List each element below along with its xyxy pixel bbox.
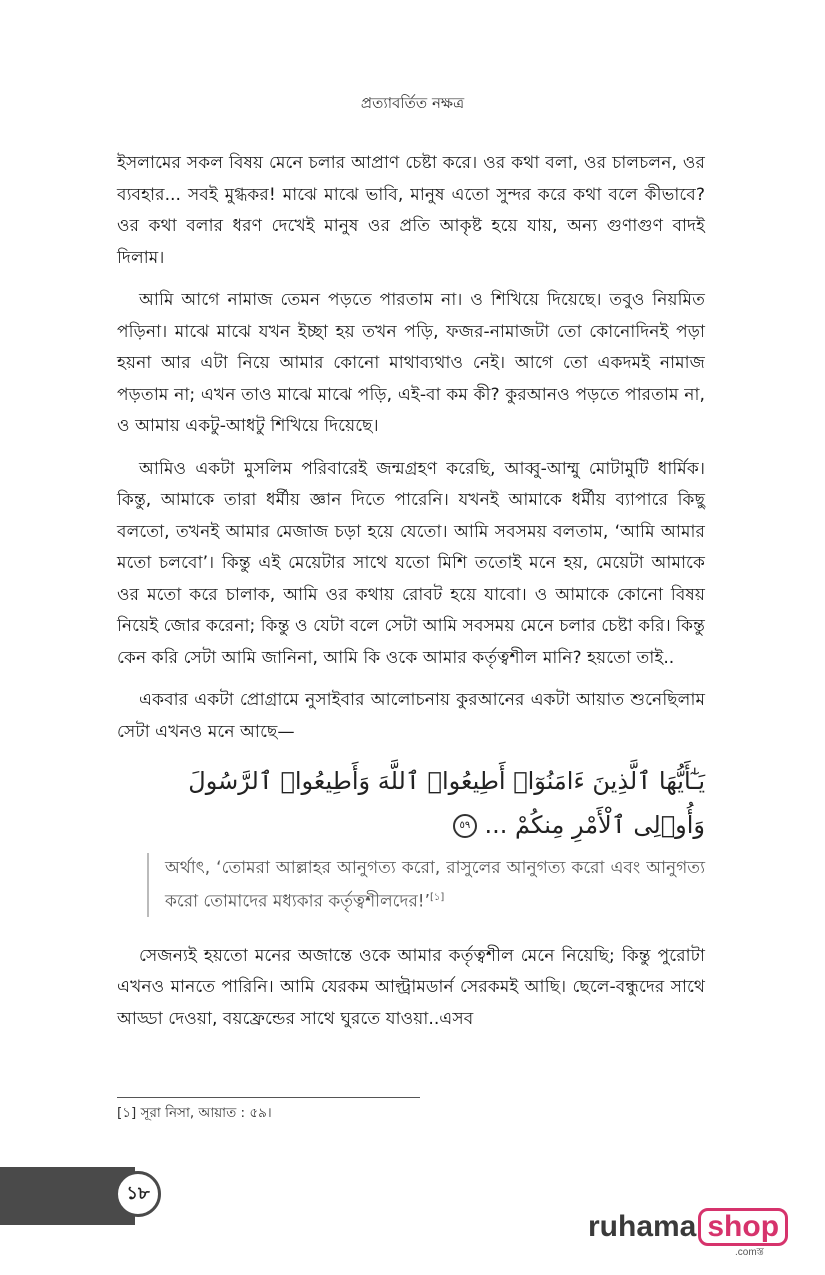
- paragraph-2: আমি আগে নামাজ তেমন পড়তে পারতাম না। ও শিখিয়ে দিয়েছে। তবুও নিয়মিত পড়িনা। মাঝে মাঝে যখন ইচ্ছা হয় তখন পড়ি, ফজর-নামাজটা তো কোনোদিনই পড়া হয়না আর এটা নিয়ে আমার কোনো মাথাব্যথাও নেই। আগে তো একদমই নামাজ পড়তাম না; এখন তাও মাঝে মাঝে পড়ি, এই-বা কম কী? কুরআনও পড়তে পারতাম না, ও আমায় একটু-আধটু শিখিয়ে দিয়েছে।: [117, 290, 705, 436]
- footnote-reference: [১]: [430, 892, 445, 903]
- footnote: [১] সূরা নিসা, আয়াত : ৫৯।: [117, 1105, 272, 1121]
- brand-suffix: .comস্ত: [735, 1247, 764, 1258]
- paragraph-4: একবার একটা প্রোগ্রামে নুসাইবার আলোচনায় কুরআনের একটা আয়াত শুনেছিলাম সেটা এখনও মনে আছে—: [117, 690, 705, 742]
- verse-translation: [147, 853, 705, 917]
- page-body: [117, 148, 705, 1046]
- page-number: ১৮: [115, 1171, 161, 1217]
- running-head-title: প্রত্যাবর্তিত নক্ষত্র: [360, 94, 465, 112]
- paragraph-1: ইসলামের সকল বিষয় মেনে চলার আপ্রাণ চেষ্টা করে। ওর কথা বলা, ওর চালচলন, ওর ব্যবহার... সবই মুগ্ধকর! মাঝে মাঝে ভাবি, মানুষ এতো সুন্দর করে কথা বলে কীভাবে? ওর কথা বলার ধরণ দেখেই মানুষ ওর প্রতি আকৃষ্ট হয়ে যায়, অন্য গুণাগুণ বাদই দিলাম।: [117, 153, 705, 268]
- ayah-number-mark: ٥٩: [453, 814, 477, 838]
- brand-name: ruhama: [588, 1210, 697, 1243]
- brand-logo: [588, 1207, 788, 1247]
- paragraph-5: সেজন্যই হয়তো মনের অজান্তে ওকে আমার কর্তৃত্বশীল মেনে নিয়েছি; কিন্তু পুরোটা এখনও মানতে পারিনি। আমি যেরকম আল্ট্রামডার্ন সেরকমই আছি। ছেলে-বন্ধুদের সাথে আড্ডা দেওয়া, বয়ফ্রেন্ডের সাথে ঘুরতে যাওয়া..এসব: [117, 945, 705, 1029]
- quran-verse: [117, 759, 705, 847]
- footnote-divider: [117, 1097, 420, 1098]
- brand-shop-badge: shop: [698, 1208, 788, 1246]
- verse-translation-text: অর্থাৎ, ‘তোমরা আল্লাহর আনুগত্য করো, রাসুলের আনুগত্য করো এবং আনুগত্য করো তোমাদের মধ্যকার কর্তৃত্বশীলদের!’: [165, 858, 705, 912]
- quran-verse-text: يَـٰٓأَيُّهَا ٱلَّذِينَ ءَامَنُوٓا۟ أَطِيعُوا۟ ٱللَّهَ وَأَطِيعُوا۟ ٱلرَّسُولَ وَأُو۟لِى ٱلْأَمْرِ مِنكُمْ ...: [188, 767, 705, 839]
- paragraph-3: আমিও একটা মুসলিম পরিবারেই জন্মগ্রহণ করেছি, আব্বু-আম্মু মোটামুটি ধার্মিক। কিন্তু, আমাকে তারা ধর্মীয় জ্ঞান দিতে পারেনি। যখনই আমাকে ধর্মীয় ব্যাপারে কিছু বলতো, তখনই আমার মেজাজ চড়া হয়ে যেতো। আমি সবসময় বলতাম, ‘আমি আমার মতো চলবো’। কিন্তু এই মেয়েটার সাথে যতো মিশি ততোই মনে হয়, মেয়েটা আমাকে ওর মতো করে চালাক, আমি ওর কথায় রোবট হয়ে যাবো। ও আমাকে কোনো বিষয় নিয়েই জোর করেনা; কিন্তু ও যেটা বলে সেটা আমি সবসময় মেনে চলার চেষ্টা করি। কিন্তু কেন করি সেটা আমি জানিনা, আমি কি ওকে আমার কর্তৃত্বশীল মানি? হয়তো তাই..: [117, 458, 705, 668]
